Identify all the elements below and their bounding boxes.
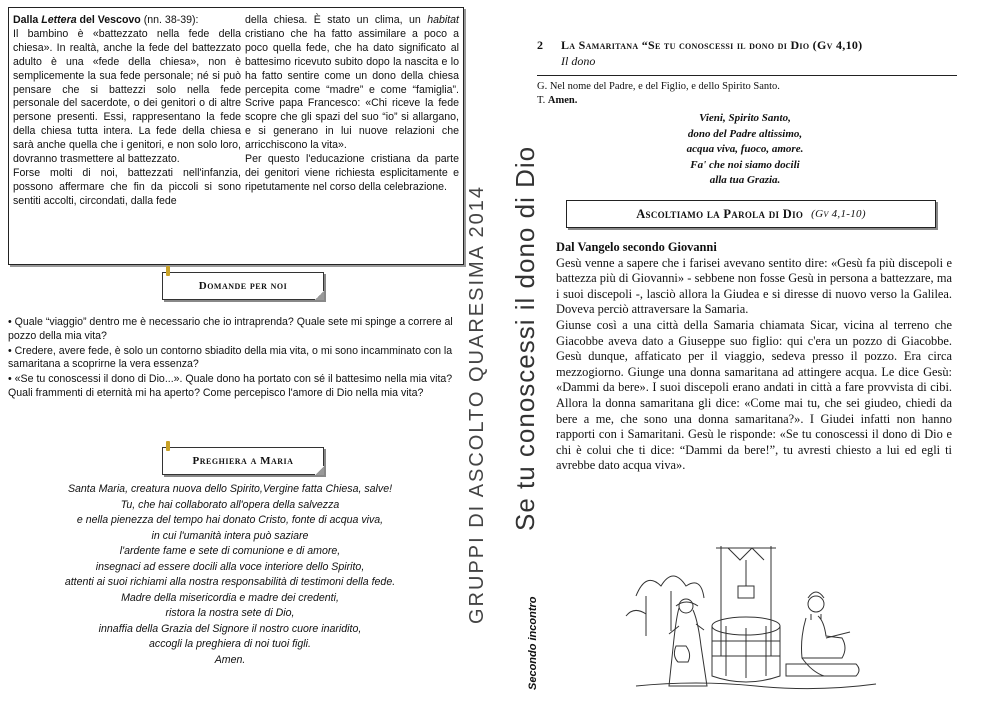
domande-title: Domande per noi [198,280,288,292]
invocation-line: Vieni, Spirito Santo, [699,112,791,124]
ascolto-reference: (Gv 4,1-10) [811,208,866,220]
prayer-text [30,482,430,668]
letter-paragraph: Forse molti di noi, battezzati nell'infanzia, possono affermare che fin da piccoli si sono sentiti accolti, circondati, dalla fede [13,166,241,207]
questions-list [8,316,460,402]
preghiera-banner [162,447,324,475]
gospel-paragraph: Gesù venne a sapere che i farisei avevano sentito dire: «Gesù fa più discepoli e battezza più di Giovanni» - sebbene non fosse Gesù in persona a battezzare, ma i suoi discepoli -, lasciò allora la Giudea e si diresse di nuovo verso la Galilea. Doveva perciò attraversare la Samaria. [556,255,952,317]
preghiera-title: Preghiera a Maria [192,455,294,467]
prayer-line: Santa Maria, creatura nuova dello Spirito,Vergine fatta Chiesa, salve! [67,483,393,495]
leader-line: G. Nel nome del Padre, e del Figlio, e dello Spirito Santo. [537,81,780,92]
gospel-paragraph: Giunse così a una città della Samaria chiamata Sicar, vicina al terreno che Giacobbe aveva dato a Giuseppe suo figlio: qui c'era un pozzo di Giacobbe. Gesù dunque, affaticato per il viaggio, sedeva presso il pozzo. Era circa mezzogiorno. Giunge una donna samaritana ad attingere acqua. Le dice Gesù: «Dammi da bere». I suoi discepoli erano andati in città a fare provvista di cibi. Allora la donna samaritana gli dice: «Come mai tu, che sei giudeo, chiedi da bere a me, che sono una donna samaritana?». I Giudei infatti non hanno rapporti con i Samaritani. Gesù le risponde: «Se tu conoscessi il dono di Dio e chi è colui che ti dice: “Dammi da bere!”, tu avresti chiesto a lui ed egli ti avrebbe dato acqua viva». [556,317,952,473]
prayer-line: accogli la preghiera di noi tuoi figli. [149,638,311,650]
section-number: 2 [537,38,543,52]
letter-column-1 [13,14,241,209]
pin-icon [166,266,170,276]
samaritan-woman-drawing [669,599,707,686]
well-illustration [616,536,878,694]
prayer-line: l'ardente fame e sete di comunione e di amore, [119,545,341,557]
prayer-line: insegnaci ad essere docili alla voce interiore dello Spirito, [95,560,365,573]
invocation-hymn [580,111,910,189]
prayer-line: e nella pienezza del tempo hai donato Cristo, fonte di acqua viva, [76,514,384,526]
prayer-line: attenti ai suoi richiami alla nostra responsabilità di testimoni della fede. [64,576,396,588]
pin-icon [166,441,170,451]
vertical-series-title: GRUPPI DI ASCOLTO QUARESIMA 2014 [466,185,488,624]
prayer-line: innaffia della Grazia del Signore il nostro cuore inaridito, [98,622,362,635]
question-item: • «Se tu conoscessi il dono di Dio...». Quale dono ha portato con sé il battesimo nella mia vita? Quali frammenti di eternità mi ha aperto? Come percepisco l'amore di Dio nella mia vita? [8,373,453,399]
letter-paragraph: della chiesa. È stato un clima, un habitat cristiano che ha fatto assimilare a poco a poco quella fede, che ha dato significato al battesimo ricevuto subito dopo la nascita e lo ha fatto sentire come un dono della chiesa percepita come “madre” e come “famiglia”. Scrive papa Francesco: «Chi riceve la fede scopre che gli spazi del suo “io” si allargano, e si generano in lui nuove relazioni che arricchiscono la vita». [245,14,459,152]
prayer-line: Amen. [214,653,246,666]
section-heading [537,36,957,76]
invocation-line: dono del Padre altissimo, [687,127,803,140]
vertical-meeting-label: Secondo incontro [527,596,539,690]
well-drawing [712,546,780,682]
ascolto-banner [566,200,936,228]
jesus-drawing [786,592,859,676]
domande-banner [162,272,324,300]
response-line: T. Amen. [537,95,578,106]
invocation-line: alla tua Grazia. [709,174,781,186]
opening-liturgy [537,80,957,108]
gospel-text [556,240,952,474]
gospel-heading: Dal Vangelo secondo Giovanni [556,240,717,254]
prayer-line: Tu, che hai collaborato all'opera della salvezza [120,498,340,511]
section-subtitle: Il dono [561,54,596,68]
page-fold-icon [315,466,324,475]
section-title: La Samaritana “Se tu conoscessi il dono di Dio (Gv 4,10) [561,38,863,52]
prayer-line: in cui l'umanità intera può saziare [151,529,309,542]
trees-drawing [626,576,704,636]
bishop-letter-box [8,7,464,265]
letter-source: Dalla Lettera del Vescovo (nn. 38-39): [13,14,199,26]
vertical-main-title: Se tu conoscessi il dono di Dio [510,145,540,531]
question-item: • Quale “viaggio” dentro me è necessario che io intraprenda? Quale sete mi spinge a correre al pozzo della mia vita? [8,316,453,342]
letter-paragraph: Il bambino è «battezzato nella fede della chiesa». In realtà, anche la fede del battezzato adulto è una «fede della chiesa», non è semplicemente la sua fede personale; né si può pensare che si battezzi solo nella fede personale del sacerdote, o dei genitori o di altre persone presenti. Essi, rappresentano la fede della chiesa tutta intera. La fede della chiesa sarà anche quella che i genitori, e non solo loro, dovranno trasmettere al battezzato. [13,27,241,166]
invocation-line: acqua viva, fuoco, amore. [686,143,804,155]
prayer-line: ristora la nostra sete di Dio, [165,607,295,619]
question-item: • Credere, avere fede, è solo un contorno sbiadito della mia vita, o mi sono incamminato con la samaritana a scoprirne la vera essenza? [8,344,453,371]
prayer-line: Madre della misericordia e madre dei credenti, [121,591,339,604]
letter-column-2 [245,14,459,195]
ascolto-title: Ascoltiamo la Parola di Dio [636,206,804,221]
page-fold-icon [315,291,324,300]
invocation-line: Fa' che noi siamo docili [690,158,800,171]
letter-paragraph: Per questo l'educazione cristiana da parte dei genitori viene richiesta esplicitamente e ripetutamente nel corso della celebrazione. [245,153,459,193]
